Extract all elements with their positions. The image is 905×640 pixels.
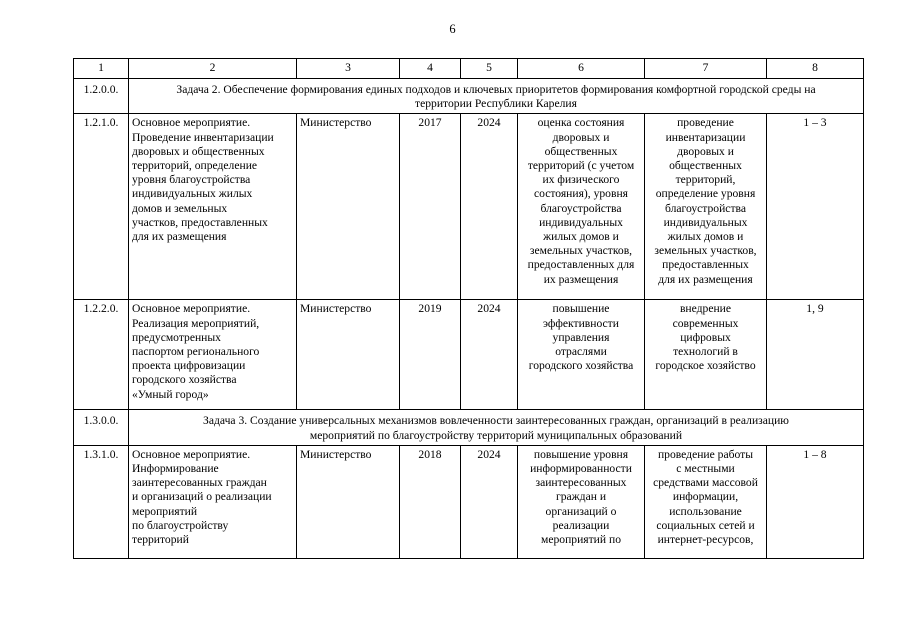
activity-name	[129, 114, 297, 300]
text-line: земельных участков,	[654, 244, 757, 258]
text-line: современных	[672, 316, 739, 330]
text-line: оценка состояния	[537, 116, 625, 130]
activity-row	[74, 114, 864, 300]
task-row	[74, 79, 864, 114]
text-line: домов и земельных	[132, 201, 228, 215]
task-row	[74, 410, 864, 445]
text-line: дворовых и	[552, 130, 610, 144]
text-line: благоустройства	[540, 201, 622, 215]
text-line: жилых домов и	[543, 230, 619, 244]
text-line: информированности	[530, 462, 632, 476]
text-line: средствами массовой	[653, 476, 758, 490]
text-line: благоустройства	[665, 201, 746, 215]
text-line: повышение уровня	[533, 447, 629, 461]
end-year: 2024	[461, 114, 518, 300]
column-header: 5	[461, 59, 518, 79]
column-header: 7	[645, 59, 767, 79]
text-line: по благоустройству	[132, 518, 229, 532]
executor: Министерство	[297, 300, 400, 410]
text-line: цифровых	[680, 330, 731, 344]
text-line: территорий	[132, 533, 189, 547]
row-code: 1.2.0.0.	[74, 79, 129, 114]
activity-row	[74, 300, 864, 410]
text-line: проведение работы	[657, 447, 754, 461]
text-line: предоставленных	[662, 258, 749, 272]
text-line: Реализация мероприятий,	[132, 316, 260, 330]
indicator-numbers: 1 – 3	[767, 114, 864, 300]
text-line: с местными	[676, 462, 735, 476]
text-line: городское хозяйство	[655, 359, 756, 373]
task-title-line: Задача 3. Создание универсальных механизмов вовлеченности заинтересованных граждан, организаций в реализацию	[203, 414, 789, 428]
activity-row	[74, 445, 864, 558]
row-code: 1.2.1.0.	[74, 114, 129, 300]
text-line: интернет-ресурсов,	[657, 533, 754, 547]
text-line: и организаций о реализации	[132, 490, 272, 504]
text-line: Информирование	[132, 462, 219, 476]
text-line: технологий в	[673, 345, 738, 359]
text-line: паспортом регионального	[132, 345, 260, 359]
consequences	[645, 300, 767, 410]
activity-name	[129, 300, 297, 410]
text-line: территорий,	[675, 173, 736, 187]
start-year: 2017	[400, 114, 461, 300]
text-line: состояния), уровня	[533, 187, 628, 201]
text-line: индивидуальных жилых	[132, 187, 253, 201]
text-line: социальных сетей и	[656, 518, 755, 532]
text-line: заинтересованных	[535, 476, 627, 490]
task-title-line: Задача 2. Обеспечение формирования единых подходов и ключевых приоритетов формирования комфортной городской среды на	[176, 83, 816, 96]
text-line: использование	[669, 504, 742, 518]
text-line: участков, предоставленных	[132, 215, 268, 229]
end-year: 2024	[461, 300, 518, 410]
column-header: 2	[129, 59, 297, 79]
page-number: 6	[449, 22, 456, 36]
text-line: предусмотренных	[132, 330, 221, 344]
text-line: заинтересованных граждан	[132, 476, 267, 490]
text-line: повышение	[552, 302, 610, 316]
text-line: проекта цифровизации	[132, 359, 246, 373]
text-line: определение уровня	[655, 187, 756, 201]
expected-result	[518, 114, 645, 300]
text-line: граждан и	[555, 490, 607, 504]
text-line: управления	[552, 330, 610, 344]
end-year: 2024	[461, 445, 518, 558]
consequences	[645, 445, 767, 558]
text-line: реализации	[552, 518, 610, 532]
text-line: уровня благоустройства	[132, 173, 251, 187]
text-line: инвентаризации	[665, 130, 746, 144]
text-line: городского хозяйства	[132, 373, 237, 387]
text-line: жилых домов и	[667, 230, 744, 244]
task-title	[129, 410, 864, 445]
text-line: для их размещения	[658, 272, 753, 286]
text-line: Основное мероприятие.	[132, 447, 251, 461]
text-line: отраслями	[555, 345, 607, 359]
consequences	[645, 114, 767, 300]
text-line: городского хозяйства	[528, 359, 634, 373]
text-line: организаций о	[545, 504, 617, 518]
activity-name	[129, 445, 297, 558]
text-line: «Умный город»	[132, 387, 209, 401]
text-line: общественных	[544, 144, 618, 158]
task-title-line: мероприятий по благоустройству территорий муниципальных образований	[309, 428, 683, 442]
expected-result	[518, 300, 645, 410]
start-year: 2018	[400, 445, 461, 558]
indicator-numbers: 1 – 8	[767, 445, 864, 558]
start-year: 2019	[400, 300, 461, 410]
text-line: информации,	[672, 490, 739, 504]
text-line: территорий, определение	[132, 159, 258, 173]
text-line: эффективности	[543, 316, 619, 330]
column-header: 6	[518, 59, 645, 79]
text-line: общественных	[669, 159, 742, 173]
header-row	[74, 59, 864, 79]
text-line: Основное мероприятие.	[132, 302, 251, 316]
text-line: дворовых и общественных	[132, 144, 265, 158]
text-line: территорий (с учетом	[527, 159, 635, 173]
text-line: индивидуальных	[663, 215, 748, 229]
text-line: их размещения	[543, 272, 619, 286]
task-title-line: территории Республики Карелия	[415, 97, 577, 111]
text-line: предоставленных для	[527, 258, 635, 272]
text-line: проведение	[677, 116, 734, 130]
column-header: 1	[74, 59, 129, 79]
row-code: 1.2.2.0.	[74, 300, 129, 410]
text-line: Основное мероприятие.	[132, 116, 251, 130]
text-line: внедрение	[679, 302, 732, 316]
text-line: мероприятий по	[541, 533, 621, 547]
column-header: 4	[400, 59, 461, 79]
column-header: 3	[297, 59, 400, 79]
task-title	[129, 79, 864, 114]
text-line: дворовых и	[677, 144, 734, 158]
text-line: их физического	[542, 173, 620, 187]
text-line: мероприятий	[132, 504, 198, 518]
row-code: 1.3.0.0.	[74, 410, 129, 445]
indicator-numbers: 1, 9	[767, 300, 864, 410]
executor: Министерство	[297, 445, 400, 558]
text-line: для их размещения	[132, 230, 227, 244]
expected-result	[518, 445, 645, 558]
text-line: индивидуальных	[539, 215, 623, 229]
executor: Министерство	[297, 114, 400, 300]
program-activities-table	[73, 58, 864, 559]
column-header: 8	[767, 59, 864, 79]
text-line: земельных участков,	[529, 244, 633, 258]
row-code: 1.3.1.0.	[74, 445, 129, 558]
text-line: Проведение инвентаризации	[132, 130, 274, 144]
